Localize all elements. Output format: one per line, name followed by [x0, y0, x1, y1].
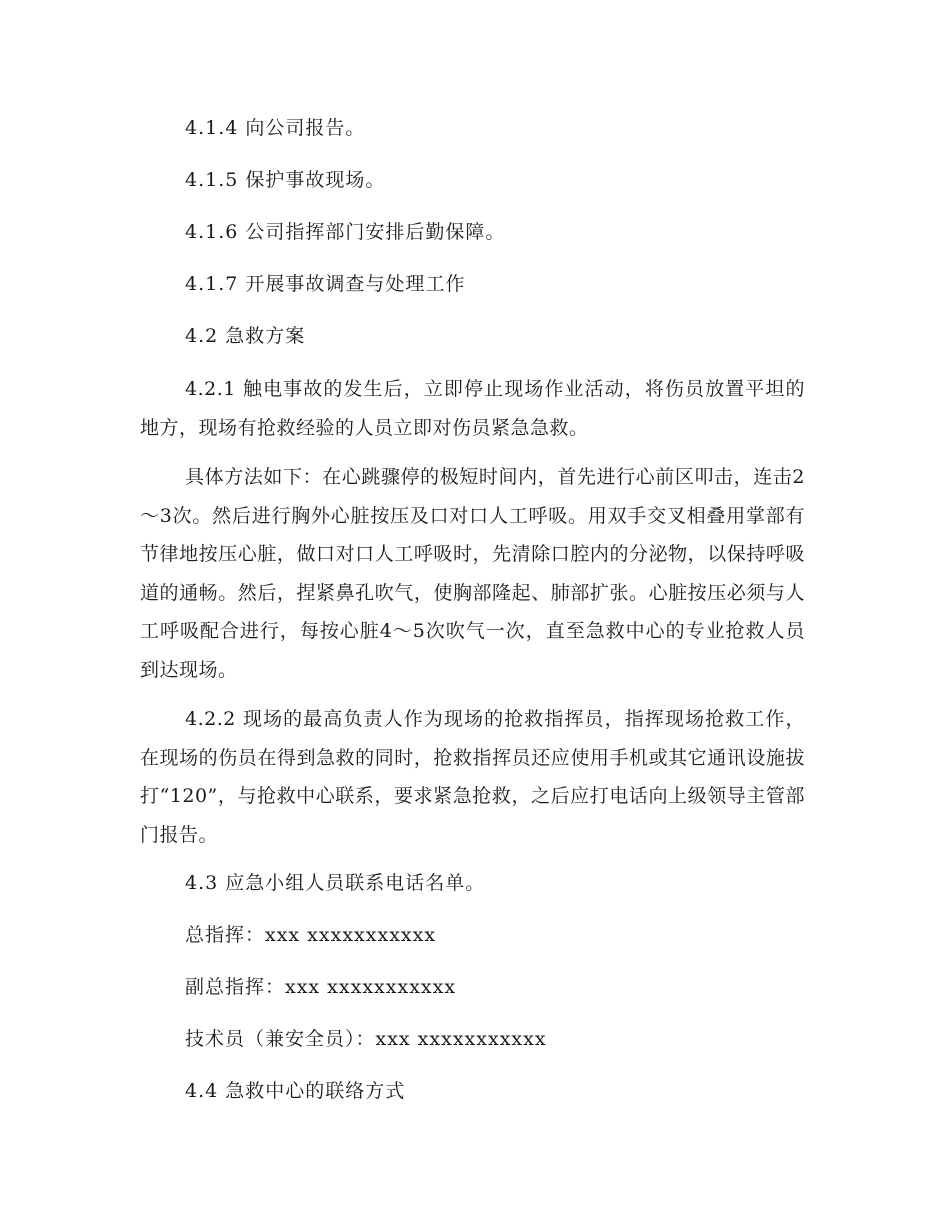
- contact-deputy-commander: 副总指挥：xxx xxxxxxxxxxx: [185, 976, 457, 998]
- heading-4-4: 4.4 急救中心的联络方式: [185, 1080, 406, 1102]
- heading-4-2: 4.2 急救方案: [185, 325, 306, 347]
- item-4-1-4: 4.1.4 向公司报告。: [185, 117, 366, 139]
- paragraph-4-2-2: 4.2.2 现场的最高负责人作为现场的抢救指挥员，指挥现场抢救工作，在现场的伤员在得到急救的同时，抢救指挥员还应使用手机或其它通讯设施拔打“120”，与抢救中心联系，要求紧急抢救，之后应打电话向上级领导主管部门报告。: [140, 708, 805, 846]
- paragraph-4-2-1: 4.2.1 触电事故的发生后，立即停止现场作业活动，将伤员放置平坦的地方，现场有抢救经验的人员立即对伤员紧急急救。: [140, 378, 805, 439]
- item-4-1-7: 4.1.7 开展事故调查与处理工作: [185, 273, 466, 295]
- item-4-1-6: 4.1.6 公司指挥部门安排后勤保障。: [185, 221, 506, 243]
- heading-4-3: 4.3 应急小组人员联系电话名单。: [185, 872, 486, 894]
- item-4-1-5: 4.1.5 保护事故现场。: [185, 169, 386, 191]
- paragraph-method: 具体方法如下：在心跳骤停的极短时间内，首先进行心前区叩击，连击2～3次。然后进行胸外心脏按压及口对口人工呼吸。用双手交叉相叠用掌部有节律地按压心脏，做口对口人工呼吸时，先清除口腔内的分泌物，以保持呼吸道的通畅。然后，捏紧鼻孔吹气，使胸部隆起、肺部扩张。心脏按压必须与人工呼吸配合进行，每按心脏4～5次吹气一次，直至急救中心的专业抢救人员到达现场。: [140, 466, 805, 681]
- contact-chief-commander: 总指挥：xxx xxxxxxxxxxx: [185, 924, 437, 946]
- contact-technician: 技术员（兼安全员）：xxx xxxxxxxxxxx: [185, 1028, 547, 1050]
